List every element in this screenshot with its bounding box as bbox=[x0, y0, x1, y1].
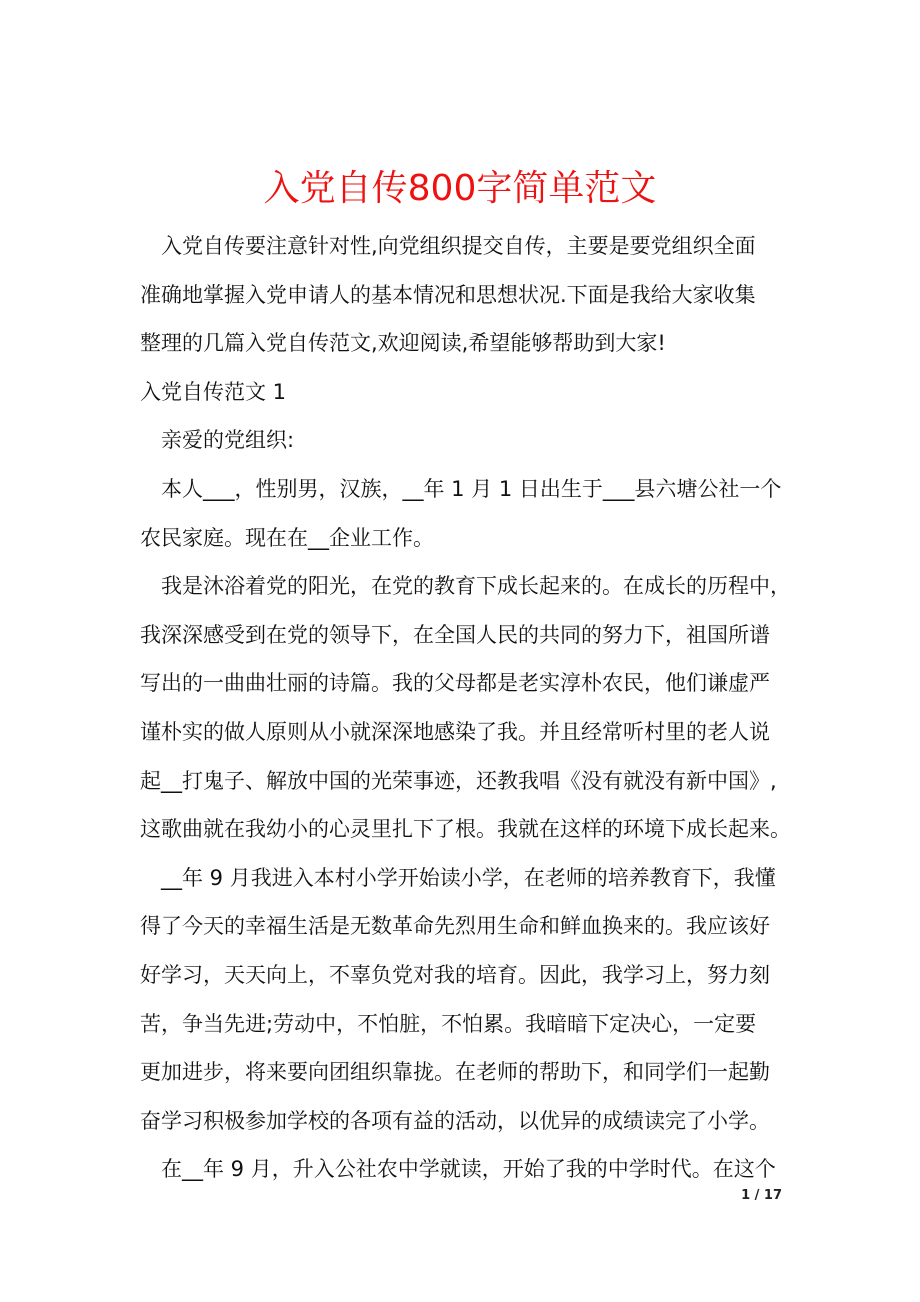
text-line: 我是沐浴着党的阳光，在党的教育下成长起来的。在成长的历程中， bbox=[161, 574, 791, 599]
text-line: 亲爱的党组织: bbox=[161, 428, 295, 453]
text-line: 入党自传要注意针对性,向党组织提交自传，主要是要党组织全面 bbox=[161, 234, 756, 258]
text-line: 起__打鬼子、解放中国的光荣事迹，还教我唱《没有就没有新中国》, bbox=[140, 768, 777, 793]
text-line: 更加进步，将来要向团组织靠拢。在老师的帮助下，和同学们一起勤 bbox=[140, 1060, 770, 1085]
text-line: 农民家庭。现在在__企业工作。 bbox=[140, 525, 434, 550]
page-number: 1 / 17 bbox=[741, 1188, 782, 1203]
text-line: 入党自传范文 1 bbox=[140, 379, 287, 404]
text-line: 这歌曲就在我幼小的心灵里扎下了根。我就在这样的环境下成长起来。 bbox=[140, 817, 791, 842]
text-line: 好学习，天天向上，不辜负党对我的培育。因此，我学习上，努力刻 bbox=[140, 962, 770, 987]
text-line: 在__年 9 月，升入公社农中学就读，开始了我的中学时代。在这个 bbox=[161, 1157, 776, 1182]
text-line: 得了今天的幸福生活是无数革命先烈用生命和鲜血换来的。我应该好 bbox=[140, 914, 770, 939]
text-line: 奋学习积极参加学校的各项有益的活动，以优异的成绩读完了小学。 bbox=[140, 1108, 770, 1133]
text-line: 谨朴实的做人原则从小就深深地感染了我。并且经常听村里的老人说 bbox=[140, 719, 770, 744]
text-line: __年 9 月我进入本村小学开始读小学，在老师的培养教育下，我懂 bbox=[161, 865, 776, 890]
document-title: 入党自传800字简单范文 bbox=[263, 168, 657, 210]
text-line: 苦，争当先进;劳动中，不怕脏，不怕累。我暗暗下定决心，一定要 bbox=[140, 1011, 757, 1036]
text-line: 写出的一曲曲壮丽的诗篇。我的父母都是老实淳朴农民，他们谦虚严 bbox=[140, 671, 770, 696]
text-line: 本人___，性别男，汉族，__年 1 月 1 日出生于___县六塘公社一个 bbox=[161, 476, 782, 501]
text-line: 整理的几篇入党自传范文,欢迎阅读,希望能够帮助到大家! bbox=[140, 331, 666, 356]
text-line: 准确地掌握入党申请人的基本情况和思想状况.下面是我给大家收集 bbox=[140, 282, 756, 307]
document-body bbox=[140, 222, 800, 1194]
text-line: 我深深感受到在党的领导下，在全国人民的共同的努力下，祖国所谱 bbox=[140, 622, 770, 647]
